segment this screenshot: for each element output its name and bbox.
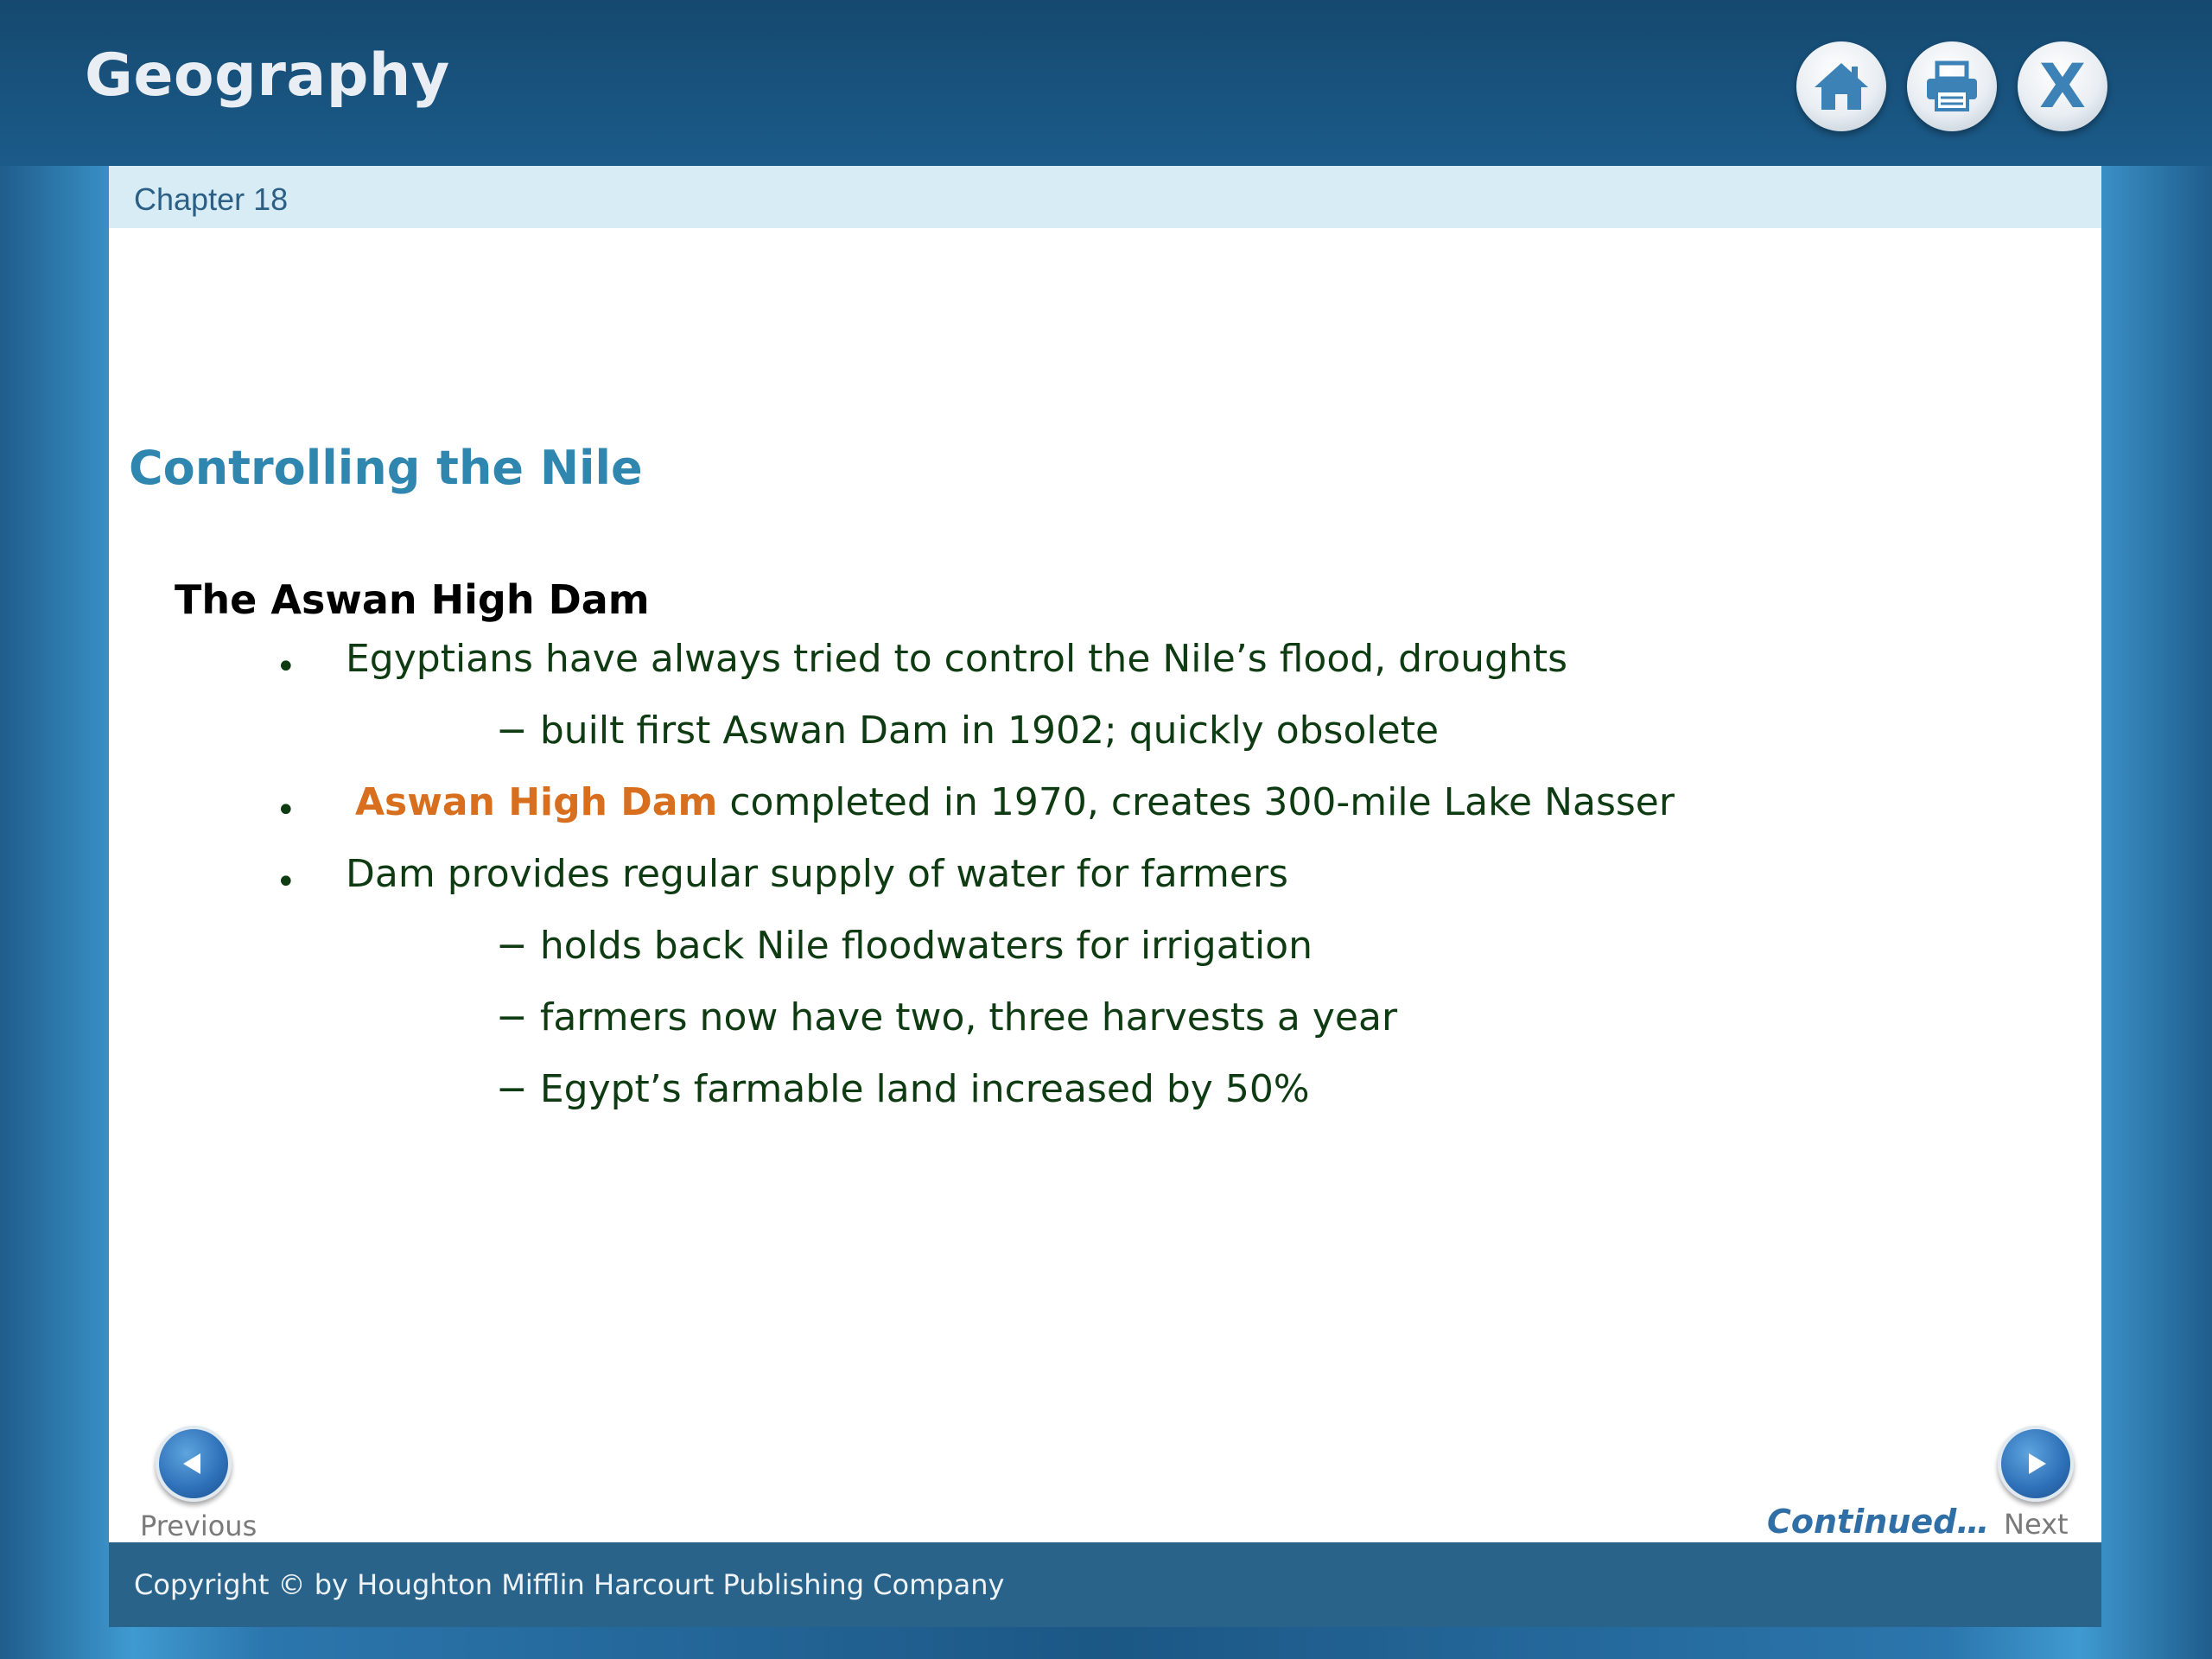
bullet-dot: • <box>276 791 296 830</box>
close-icon: X <box>2039 51 2086 122</box>
arrow-left-icon <box>178 1448 209 1479</box>
sub-item-2: − holds back Nile floodwaters for irrigation <box>496 924 1313 968</box>
close-button[interactable] <box>2018 41 2107 131</box>
chapter-label: Chapter 18 <box>134 181 289 217</box>
bullet-item-2 <box>355 780 1675 824</box>
bullet-dot: • <box>276 862 296 902</box>
print-button[interactable] <box>1907 41 1997 131</box>
continued-label: Continued… <box>1767 1503 1990 1541</box>
bullet-item-1: Egyptians have always tried to control the Nile’s flood, droughts <box>346 637 1568 681</box>
copyright-text: Copyright © by Houghton Mifflin Harcourt Publishing Company <box>134 1568 1005 1601</box>
bullet-item-3: Dam provides regular supply of water for farmers <box>346 852 1288 896</box>
home-button[interactable] <box>1796 41 1886 131</box>
bullet-dot: • <box>276 647 296 687</box>
sub-item-1: − built first Aswan Dam in 1902; quickly obsolete <box>496 709 1440 753</box>
sub-item-4: − Egypt’s farmable land increased by 50% <box>496 1067 1310 1111</box>
bullet-item-2-text: completed in 1970, creates 300-mile Lake Nasser <box>717 780 1675 824</box>
next-button[interactable] <box>1998 1426 2074 1502</box>
app-title: Geography <box>85 41 450 110</box>
next-label[interactable]: Next <box>2004 1508 2069 1541</box>
footer-bar <box>109 1542 2101 1627</box>
content-panel <box>109 166 2101 1601</box>
chapter-bar <box>109 166 2101 228</box>
arrow-right-icon <box>2020 1448 2051 1479</box>
home-icon <box>1813 60 1870 113</box>
previous-label[interactable]: Previous <box>140 1510 257 1542</box>
printer-icon <box>1923 60 1980 113</box>
previous-button[interactable] <box>156 1426 232 1502</box>
slide-title: Controlling the Nile <box>129 441 643 495</box>
sub-item-3: − farmers now have two, three harvests a year <box>496 995 1398 1039</box>
slide-subheading: The Aswan High Dam <box>175 576 650 623</box>
highlight-term: Aswan High Dam <box>355 780 718 824</box>
